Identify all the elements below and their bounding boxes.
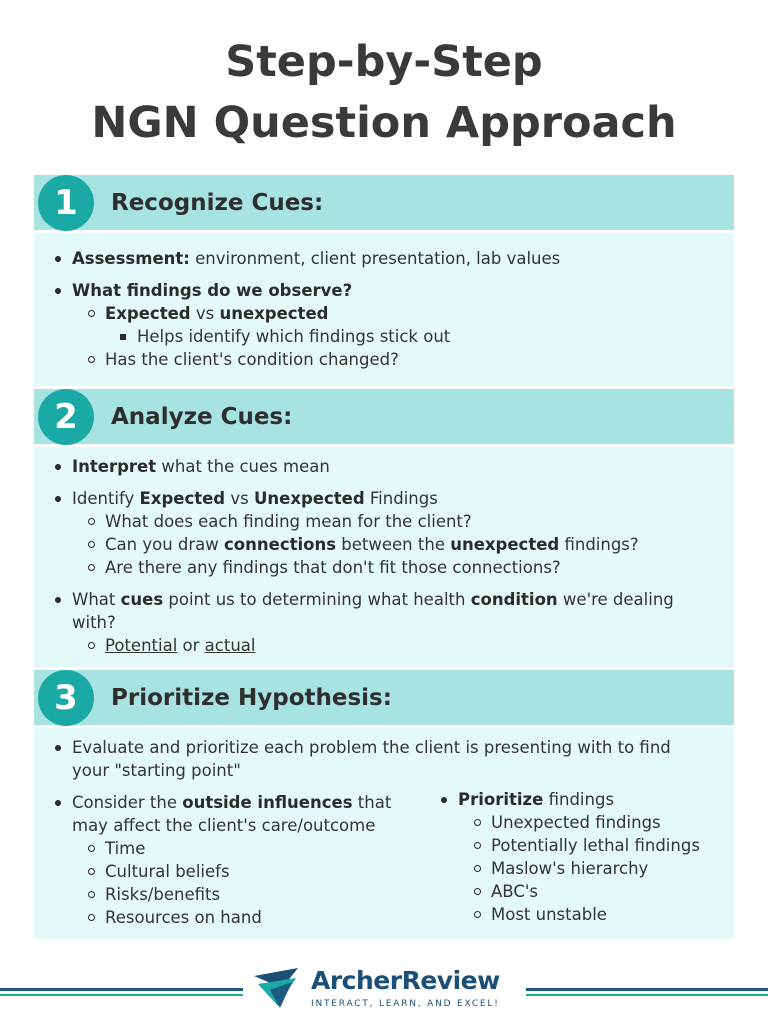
section-2-title: Analyze Cues: xyxy=(111,403,293,430)
section-2-header xyxy=(34,389,734,444)
list-item: Potentially lethal findings xyxy=(491,836,700,855)
list-item: What does each finding mean for the client? xyxy=(105,512,472,531)
list-item-continuation: may affect the client's care/outcome xyxy=(72,816,376,835)
list-item: Most unstable xyxy=(491,905,607,924)
list-item-continuation: your "starting point" xyxy=(72,761,241,780)
list-item: Unexpected findings xyxy=(491,813,661,832)
list-item: Potential or actual xyxy=(105,636,256,655)
list-item-continuation: with? xyxy=(72,613,116,632)
title-line-2: NGN Question Approach xyxy=(91,98,677,148)
section-1-header xyxy=(34,175,734,230)
section-3-header xyxy=(34,670,734,725)
list-item: ABC's xyxy=(491,882,538,901)
section-3-body xyxy=(34,728,734,939)
list-item: Prioritize findings xyxy=(458,790,615,809)
list-item: Helps identify which findings stick out xyxy=(137,327,451,346)
section-3-title: Prioritize Hypothesis: xyxy=(111,684,392,711)
step-1-badge: 1 xyxy=(38,175,94,231)
title-line-1: Step-by-Step xyxy=(225,37,543,87)
list-item: Has the client's condition changed? xyxy=(105,350,399,369)
section-1-body xyxy=(34,233,734,386)
list-item: Identify Expected vs Unexpected Findings xyxy=(72,489,438,508)
footer-divider-right xyxy=(526,988,768,991)
list-item: Resources on hand xyxy=(105,908,262,927)
list-item: What findings do we observe? xyxy=(72,281,353,300)
section-1-title: Recognize Cues: xyxy=(111,189,324,216)
archer-arrow-logo-icon xyxy=(252,966,304,1010)
section-2-body xyxy=(34,447,734,667)
step-3-badge: 3 xyxy=(38,670,94,726)
brand-tagline: INTERACT, LEARN, AND EXCEL! xyxy=(311,999,500,1009)
list-item: Can you draw connections between the unexpected findings? xyxy=(105,535,639,554)
footer-divider-right-accent xyxy=(526,994,768,996)
list-item: Risks/benefits xyxy=(105,885,221,904)
list-item: Cultural beliefs xyxy=(105,862,230,881)
page-title xyxy=(0,32,768,154)
list-item: Maslow's hierarchy xyxy=(491,859,649,878)
list-item: Expected vs unexpected xyxy=(105,304,329,323)
list-item: Time xyxy=(105,839,146,858)
step-2-badge: 2 xyxy=(38,389,94,445)
footer-divider-left-accent xyxy=(0,994,243,996)
list-item: What cues point us to determining what health condition we're dealing xyxy=(72,590,674,609)
list-item: Consider the outside influences that xyxy=(72,793,392,812)
footer-divider-left xyxy=(0,988,243,991)
list-item: Are there any findings that don't fit those connections? xyxy=(105,558,561,577)
brand-name: ArcherReview xyxy=(311,966,500,995)
list-item: Assessment: environment, client presentation, lab values xyxy=(72,249,561,268)
list-item: Evaluate and prioritize each problem the client is presenting with to find xyxy=(72,738,671,757)
list-item: Interpret what the cues mean xyxy=(72,457,330,476)
